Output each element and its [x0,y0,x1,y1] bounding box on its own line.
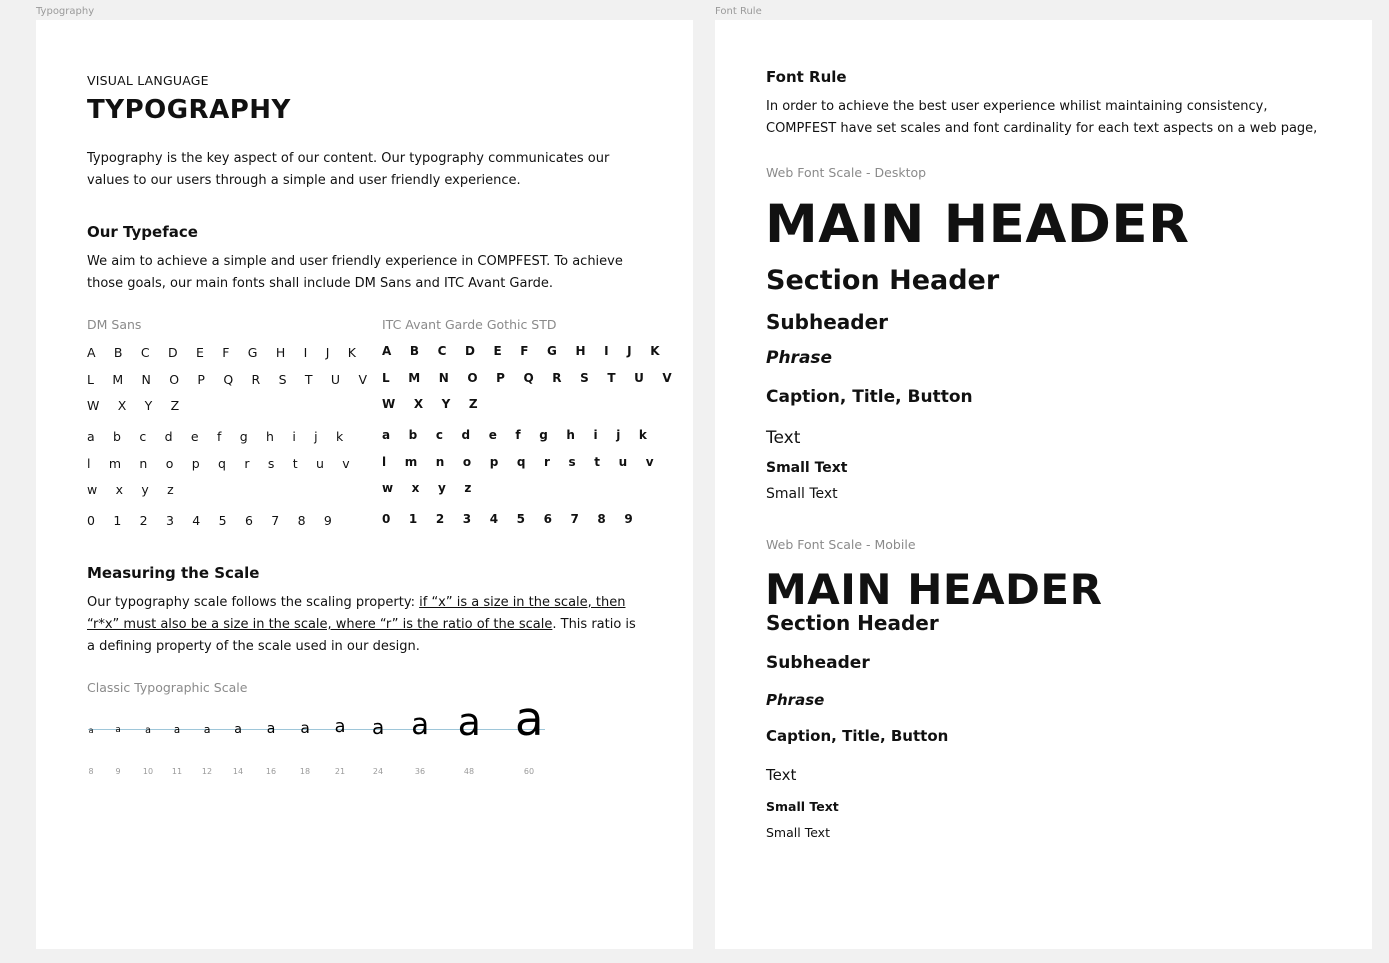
scale-size-label: 60 [523,767,535,776]
scale-size-label: 10 [142,767,154,776]
scale-size-label: 16 [265,767,277,776]
scale-glyph: a [266,721,276,738]
specimen-lower-row: w x y z [382,481,479,495]
classic-scale-label: Classic Typographic Scale [87,680,248,695]
desktop-subheader: Subheader [766,310,889,334]
specimen-upper-row: A B C D E F G H I J K [382,344,667,358]
scale-glyph: a [88,725,94,735]
font-rule-heading: Font Rule [766,68,847,86]
font-name-dm-sans: DM Sans [87,317,142,332]
scale-glyph: a [234,721,242,737]
scale-glyph: a [115,725,121,736]
mobile-caption: Caption, Title, Button [766,727,949,745]
scale-size-label: 21 [334,767,346,776]
specimen-digits: 0 1 2 3 4 5 6 7 8 9 [87,513,340,528]
mobile-phrase: Phrase [766,691,825,709]
scale-size-label: 36 [414,767,426,776]
specimen-lower-row: l m n o p q r s t u v [87,456,357,471]
scale-glyph: a [372,715,385,740]
desktop-small-text: Small Text [766,486,838,502]
mobile-small-text-bold: Small Text [766,799,839,814]
specimen-upper-row: W X Y Z [87,398,187,413]
desktop-phrase: Phrase [766,348,833,368]
scale-glyph: a [173,724,181,736]
specimen-digits: 0 1 2 3 4 5 6 7 8 9 [382,512,640,526]
scale-size-label: 11 [171,767,183,776]
font-name-avant-garde: ITC Avant Garde Gothic STD [382,317,557,332]
mobile-section-header: Section Header [766,611,939,635]
font-rule-frame [715,20,1372,949]
desktop-main-header: MAIN HEADER [765,194,1190,255]
mobile-scale-label: Web Font Scale - Mobile [766,537,916,552]
specimen-lower-row: w x y z [87,482,181,497]
frame-label-typography[interactable]: Typography [36,6,95,17]
desktop-small-text-bold: Small Text [766,460,848,476]
scale-definition-link[interactable]: if “x” is a size in the scale, then “r*x” must also be a size in the scale, where “r” is the ratio of the scale [87,595,626,632]
scale-heading: Measuring the Scale [87,564,260,582]
frame-label-font-rule[interactable]: Font Rule [715,6,762,17]
overline: VISUAL LANGUAGE [87,73,209,88]
scale-size-label: 48 [463,767,475,776]
scale-glyph: a [300,718,310,737]
mobile-small-text: Small Text [766,825,830,840]
scale-size-label: 12 [201,767,213,776]
mobile-text: Text [766,766,797,784]
specimen-lower-row: l m n o p q r s t u v [382,455,661,469]
font-rule-description: In order to achieve the best user experience whilist maintaining consistency, COMPFEST have set scales and font cardinality for each text aspects on a web page, [766,99,1318,136]
scale-glyph: a [203,723,211,737]
intro-text: Typography is the key aspect of our content. Our typography communicates our values to our users through a simple and user friendly experience. [87,151,610,188]
mobile-main-header: MAIN HEADER [765,565,1103,614]
scale-size-label: 24 [372,767,384,776]
typeface-heading: Our Typeface [87,223,198,241]
specimen-upper-row: W X Y Z [382,397,485,411]
specimen-upper-row: L M N O P Q R S T U V [87,372,375,387]
page-title: TYPOGRAPHY [87,95,291,125]
scale-size-label: 14 [232,767,244,776]
scale-glyph: a [411,707,430,742]
specimen-lower-row: a b c d e f g h i j k [382,428,655,442]
typeface-text: We aim to achieve a simple and user friendly experience in COMPFEST. To achieve those goals, our main fonts shall include DM Sans and ITC Avant Garde. [87,254,623,291]
desktop-scale-label: Web Font Scale - Desktop [766,165,927,180]
desktop-text: Text [766,428,801,448]
scale-size-label: 8 [88,767,94,776]
specimen-upper-row: A B C D E F G H I J K [87,345,364,360]
desktop-caption: Caption, Title, Button [766,387,973,407]
scale-size-label: 9 [115,767,121,776]
scale-glyph: a [334,717,346,738]
specimen-upper-row: L M N O P Q R S T U V [382,371,679,385]
scale-glyph: a [145,724,151,736]
scale-glyph: a [457,700,481,745]
typography-frame [36,20,693,949]
mobile-subheader: Subheader [766,653,870,673]
scale-size-label: 18 [299,767,311,776]
scale-text: Our typography scale follows the scaling property: if “x” is a size in the scale, then “r*x” must also be a size in the scale, where “r” is the ratio of the scale. This ratio is a defining property of the scale used in our design. [87,595,636,654]
desktop-section-header: Section Header [766,265,1000,296]
specimen-lower-row: a b c d e f g h i j k [87,429,351,444]
scale-glyph: a [514,692,544,748]
